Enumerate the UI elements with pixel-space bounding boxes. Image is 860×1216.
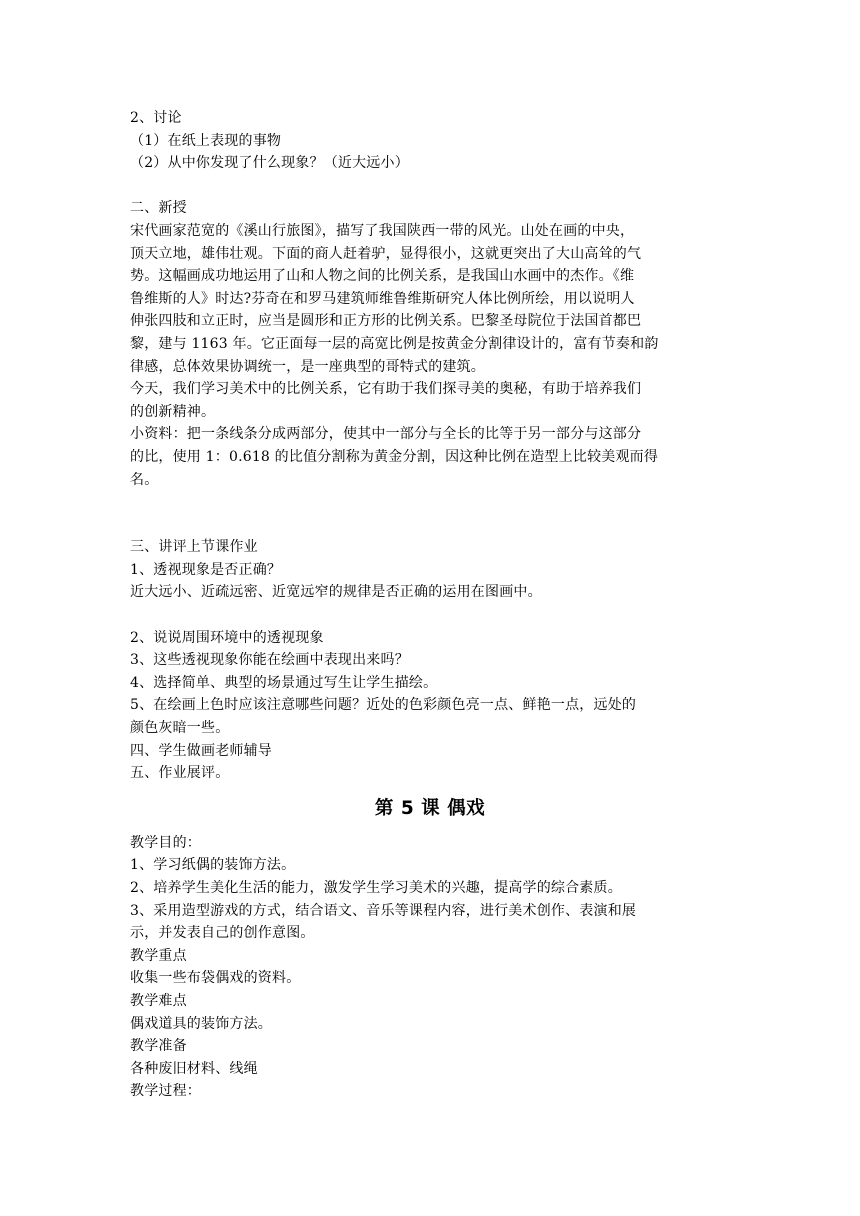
blank-line	[130, 514, 700, 537]
text-line: 今天，我们学习美术中的比例关系，它有助于我们探寻美的奥秘，有助于培养我们	[130, 381, 642, 398]
text-line: 小资料：把一条线条分成两部分，使其中一部分与全长的比等于另一部分与这部分	[130, 426, 642, 443]
text-line: 颜色灰暗一些。	[130, 720, 230, 737]
section-heading: 五、作业展评。	[130, 765, 230, 782]
document-body	[130, 107, 700, 1103]
text-line: 的创新精神。	[130, 403, 216, 420]
text-line: 4、选择简单、典型的场景通过写生让学生描绘。	[130, 674, 438, 691]
lesson-plan-section	[130, 832, 700, 1103]
text-line: 伸张四肢和立正时，应当是圆形和正方形的比例关系。巴黎圣母院位于法国首都巴	[130, 313, 642, 330]
text-line: 5、在绘画上色时应该注意哪些问题？近处的色彩颜色亮一点、鲜艳一点，远处的	[130, 697, 637, 714]
blank-line	[130, 604, 700, 627]
text-line: 各种废旧材料、线绳	[130, 1060, 258, 1077]
section-heading: 教学重点	[130, 947, 187, 964]
text-line: （1）在纸上表现的事物	[130, 132, 282, 149]
text-line: 黎，建与 1163 年。它正面每一层的高宽比例是按黄金分割律设计的，富有节奏和韵	[130, 335, 659, 352]
text-line	[130, 491, 700, 514]
text-line: 势。这幅画成功地运用了山和人物之间的比例关系，是我国山水画中的杰作。《维	[130, 268, 635, 285]
text-line: 偶戏道具的装饰方法。	[130, 1015, 272, 1032]
text-line: 3、采用造型游戏的方式，结合语文、音乐等课程内容，进行美术创作、表演和展	[130, 902, 637, 919]
text-line: 律感，总体效果协调统一，是一座典型的哥特式的建筑。	[130, 358, 485, 375]
section-heading: 教学准备	[130, 1038, 187, 1055]
section-heading: 二、新授	[130, 200, 187, 217]
text-line: 示，并发表自己的创作意图。	[130, 925, 315, 942]
section-heading: 教学难点	[130, 992, 187, 1009]
section-heading: 教学过程：	[130, 1083, 201, 1100]
text-line: 收集一些布袋偶戏的资料。	[130, 970, 301, 987]
text-line: 顶天立地，雄伟壮观。下面的商人赶着驴，显得很小，这就更突出了大山高耸的气	[130, 245, 642, 262]
section-heading: 三、讲评上节课作业	[130, 539, 258, 556]
review-section	[130, 536, 700, 604]
text-line: 近大远小、近疏远密、近宽远窄的规律是否正确的运用在图画中。	[130, 584, 542, 601]
text-line: 名。	[130, 471, 159, 488]
perspective-section	[130, 627, 700, 785]
blank-line	[130, 175, 700, 198]
discussion-section	[130, 107, 700, 175]
text-line: 的比，使用 1：0.618 的比值分割称为黄金分割，因这种比例在造型上比较美观而得	[130, 448, 659, 465]
text-line: 2、培养学生美化生活的能力，激发学生学习美术的兴趣，提高学的综合素质。	[130, 880, 622, 896]
text-line: 2、讨论	[130, 110, 182, 126]
section-heading: 四、学生做画老师辅导	[130, 742, 272, 759]
text-line: 鲁维斯的人》时达?芬奇在和罗马建筑师维鲁维斯研究人体比例所绘，用以说明人	[130, 290, 635, 307]
text-line: 1、透视现象是否正确？	[130, 561, 282, 578]
lesson-title: 第 5 课 偶戏	[374, 797, 486, 819]
text-line: （2）从中你发现了什么现象？（近大远小）	[130, 155, 409, 172]
text-line: 宋代画家范宽的《溪山行旅图》，描写了我国陕西一带的风光。山处在画的中央，	[130, 222, 635, 239]
new-lesson-section	[130, 197, 700, 513]
text-line: 1、学习纸偶的装饰方法。	[130, 857, 296, 874]
text-line: 2、说说周围环境中的透视现象	[130, 629, 324, 646]
section-heading: 教学目的：	[130, 834, 201, 851]
text-line: 3、这些透视现象你能在绘画中表现出来吗？	[130, 652, 409, 669]
